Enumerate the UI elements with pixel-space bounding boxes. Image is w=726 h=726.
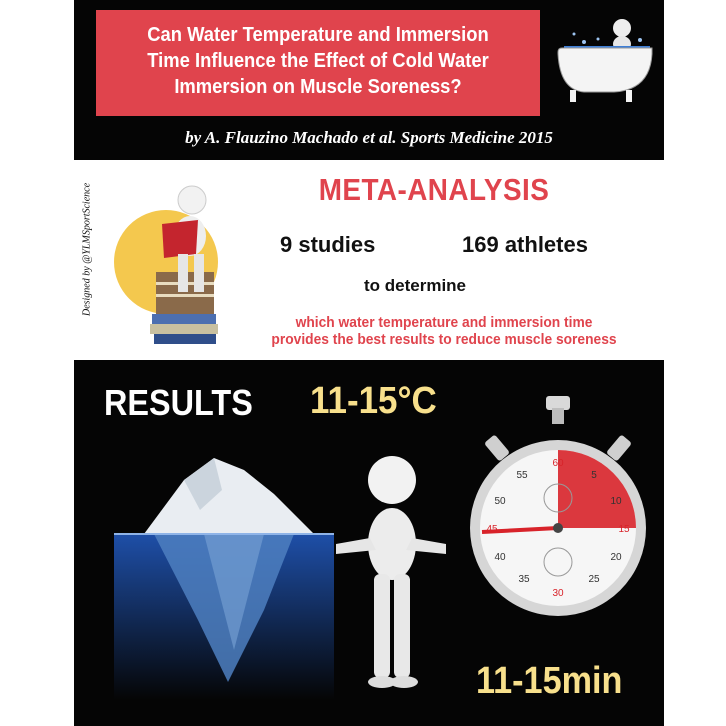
stopwatch-label: 15 [618,524,630,535]
stopwatch-label: 5 [591,470,597,481]
designer-credit: Designed by @YLMSportScience [81,182,93,317]
stopwatch-label: 50 [494,496,506,507]
results-label: RESULTS [104,382,253,423]
bathtub-figure-icon [554,14,654,110]
athletes-count: 169 athletes [462,232,588,257]
purpose-text [242,314,647,348]
title-line: Time Influence the Effect of Cold Water [147,50,489,72]
temperature-result: 11-15°C [310,380,437,422]
stopwatch-label: 40 [494,552,506,563]
stopwatch-label: 45 [486,524,498,535]
stopwatch-label: 25 [588,574,600,585]
determine-text: to determine [364,276,467,295]
title-box [96,10,540,116]
time-result: 11-15min [476,660,623,702]
meta-panel [74,160,664,360]
byline: by A. Flauzino Machado et al. Sports Medicine 2015 [185,128,553,147]
stopwatch-label: 10 [610,496,622,507]
pointing-figure-icon [336,450,446,690]
meta-analysis-heading: META-ANALYSIS [318,172,550,207]
studies-count: 9 studies [280,232,376,257]
page-title [114,22,522,100]
reading-figure-icon [112,174,242,350]
stopwatch-icon [468,396,648,626]
stopwatch-label: 55 [516,470,528,481]
stopwatch-label: 35 [518,574,530,585]
header-panel [74,0,664,160]
stopwatch-label: 60 [552,458,564,469]
results-panel [74,360,664,726]
purpose-line: provides the best results to reduce muscle soreness [271,331,617,348]
iceberg-icon [114,450,334,700]
title-line: Can Water Temperature and Immersion [147,24,489,46]
stopwatch-label: 20 [610,552,622,563]
stopwatch-label: 30 [552,588,564,599]
title-line: Immersion on Muscle Soreness? [174,76,462,98]
purpose-line: which water temperature and immersion time [295,314,593,331]
